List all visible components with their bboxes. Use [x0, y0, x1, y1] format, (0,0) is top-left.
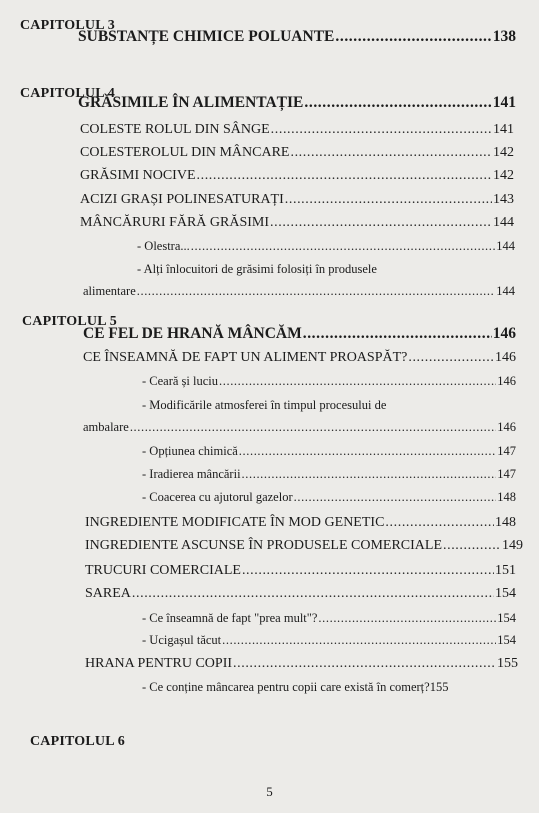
toc-entry-title: SAREA — [85, 586, 131, 601]
toc-entry-title: TRUCURI COMERCIALE — [85, 563, 241, 578]
dot-leader — [318, 611, 496, 626]
toc-entry[interactable] — [83, 350, 516, 366]
toc-entry-page: 146 — [497, 374, 516, 388]
toc-subentry[interactable] — [142, 490, 516, 505]
toc-entry-title: CE FEL DE HRANĂ MÂNCĂM — [83, 325, 302, 342]
toc-entry-page: 151 — [495, 563, 516, 578]
toc-entry[interactable] — [85, 656, 518, 672]
toc-entry-page: 144 — [496, 239, 515, 253]
toc-subentry[interactable] — [83, 284, 515, 299]
toc-entry-title: - Ce conține mâncarea pentru copii care există în comerț? — [142, 680, 430, 694]
toc-entry-page: 138 — [492, 28, 516, 45]
toc-entry-title: - Ucigașul tăcut — [142, 633, 222, 647]
toc-entry-page: 141 — [493, 122, 514, 137]
toc-entry-page: 154 — [497, 633, 516, 647]
toc-entry-page: 148 — [497, 490, 516, 504]
dot-leader — [385, 515, 494, 531]
toc-subentry[interactable] — [142, 611, 516, 626]
toc-entry-page: 144 — [493, 215, 514, 230]
toc-entry-page: 154 — [497, 611, 516, 625]
toc-entry-title: ambalare — [83, 420, 129, 434]
dot-leader — [408, 350, 494, 366]
toc-entry-page: 144 — [496, 284, 515, 298]
dot-leader — [335, 28, 491, 46]
toc-entry-title: - Coacerea cu ajutorul gazelor — [142, 490, 293, 504]
dot-leader — [294, 490, 497, 505]
dot-leader — [285, 192, 492, 208]
toc-entry-title: CE ÎNSEAMNĂ DE FAPT UN ALIMENT PROASPĂT? — [83, 350, 408, 365]
toc-entry-title: HRANA PENTRU COPII — [85, 656, 233, 671]
toc-entry-title: - Olestra... — [137, 239, 190, 253]
toc-entry-page: 147 — [497, 444, 516, 458]
toc-entry[interactable] — [85, 538, 523, 554]
toc-entry[interactable] — [80, 145, 514, 161]
dot-leader — [191, 239, 495, 254]
dot-leader — [443, 538, 501, 554]
toc-subentry[interactable] — [83, 420, 516, 435]
toc-entry-page: 154 — [495, 586, 516, 601]
dot-leader — [233, 656, 496, 672]
chapter-heading: CAPITOLUL 3 — [20, 18, 115, 33]
toc-entry[interactable] — [80, 215, 514, 231]
chapter-heading: CAPITOLUL 6 — [30, 734, 125, 749]
toc-entry-title: GRĂSIMI NOCIVE — [80, 168, 196, 183]
toc-entry-page: 149 — [502, 538, 523, 553]
toc-subentry[interactable] — [142, 444, 516, 459]
dot-leader — [137, 284, 496, 299]
toc-entry[interactable] — [80, 192, 514, 208]
toc-entry-page: 147 — [497, 467, 516, 481]
toc-entry-page: 146 — [492, 325, 516, 342]
toc-entry-title: alimentare — [83, 284, 136, 298]
page-number: 5 — [266, 784, 273, 799]
chapter-heading: CAPITOLUL 4 — [20, 86, 115, 101]
dot-leader — [239, 444, 496, 459]
toc-entry-page: 142 — [493, 168, 514, 183]
chapter-heading: CAPITOLUL 5 — [22, 314, 117, 329]
dot-leader — [219, 374, 496, 389]
toc-entry-title: GRĂSIMILE ÎN ALIMENTAȚIE — [78, 94, 304, 111]
toc-entry-title: - Ceară și luciu — [142, 374, 219, 388]
toc-entry-page: 148 — [495, 515, 516, 530]
toc-entry-title: - Ce înseamnă de fapt "prea mult"? — [142, 611, 318, 625]
toc-entry-title: COLESTEROLUL DIN MÂNCARE — [80, 145, 290, 160]
dot-leader — [271, 122, 492, 138]
dot-leader — [222, 633, 496, 648]
toc-entry[interactable] — [80, 122, 514, 138]
toc-entry-page: 146 — [497, 420, 516, 434]
toc-subentry-first-line: - Modificările atmosferei în timpul procesului de — [142, 398, 387, 412]
toc-entry-page: 155 — [497, 656, 518, 671]
toc-entry-title: MÂNCĂRURI FĂRĂ GRĂSIMI — [80, 215, 270, 230]
toc-entry-title: INGREDIENTE MODIFICATE ÎN MOD GENETIC — [85, 515, 385, 530]
dot-leader — [242, 467, 497, 482]
toc-entry[interactable] — [85, 563, 516, 579]
toc-entry-title: SUBSTANȚE CHIMICE POLUANTE — [78, 28, 335, 45]
toc-entry-page: 141 — [492, 94, 516, 111]
toc-subentry[interactable] — [137, 239, 515, 254]
dot-leader — [130, 420, 496, 435]
toc-entry-title: INGREDIENTE ASCUNSE ÎN PRODUSELE COMERCIALE — [85, 538, 442, 553]
toc-entry-title: - Opțiunea chimică — [142, 444, 238, 458]
dot-leader — [290, 145, 492, 161]
toc-entry[interactable] — [85, 586, 516, 602]
toc-entry[interactable] — [85, 515, 516, 531]
toc-entry[interactable] — [78, 94, 516, 112]
toc-entry-title: ACIZI GRAȘI POLINESATURAȚI — [80, 192, 284, 207]
toc-subentry[interactable] — [142, 680, 526, 695]
toc-entry-title: - Iradierea mâncării — [142, 467, 241, 481]
dot-leader — [242, 563, 494, 579]
dot-leader — [304, 94, 491, 112]
dot-leader — [132, 586, 494, 602]
toc-subentry[interactable] — [142, 374, 516, 389]
dot-leader — [197, 168, 493, 184]
toc-subentry-first-line: - Alți înlocuitori de grăsimi folosiți în produsele — [137, 262, 377, 276]
toc-subentry[interactable] — [142, 633, 516, 648]
toc-entry-title: COLESTE ROLUL DIN SÂNGE — [80, 122, 270, 137]
toc-entry-page: 142 — [493, 145, 514, 160]
toc-entry[interactable] — [78, 28, 516, 46]
toc-entry[interactable] — [83, 325, 516, 343]
toc-subentry[interactable] — [142, 467, 516, 482]
toc-entry-page: 146 — [495, 350, 516, 365]
toc-entry[interactable] — [80, 168, 514, 184]
dot-leader — [303, 325, 492, 343]
dot-leader — [270, 215, 492, 231]
toc-entry-page: 155 — [429, 680, 449, 694]
toc-entry-page: 143 — [493, 192, 514, 207]
